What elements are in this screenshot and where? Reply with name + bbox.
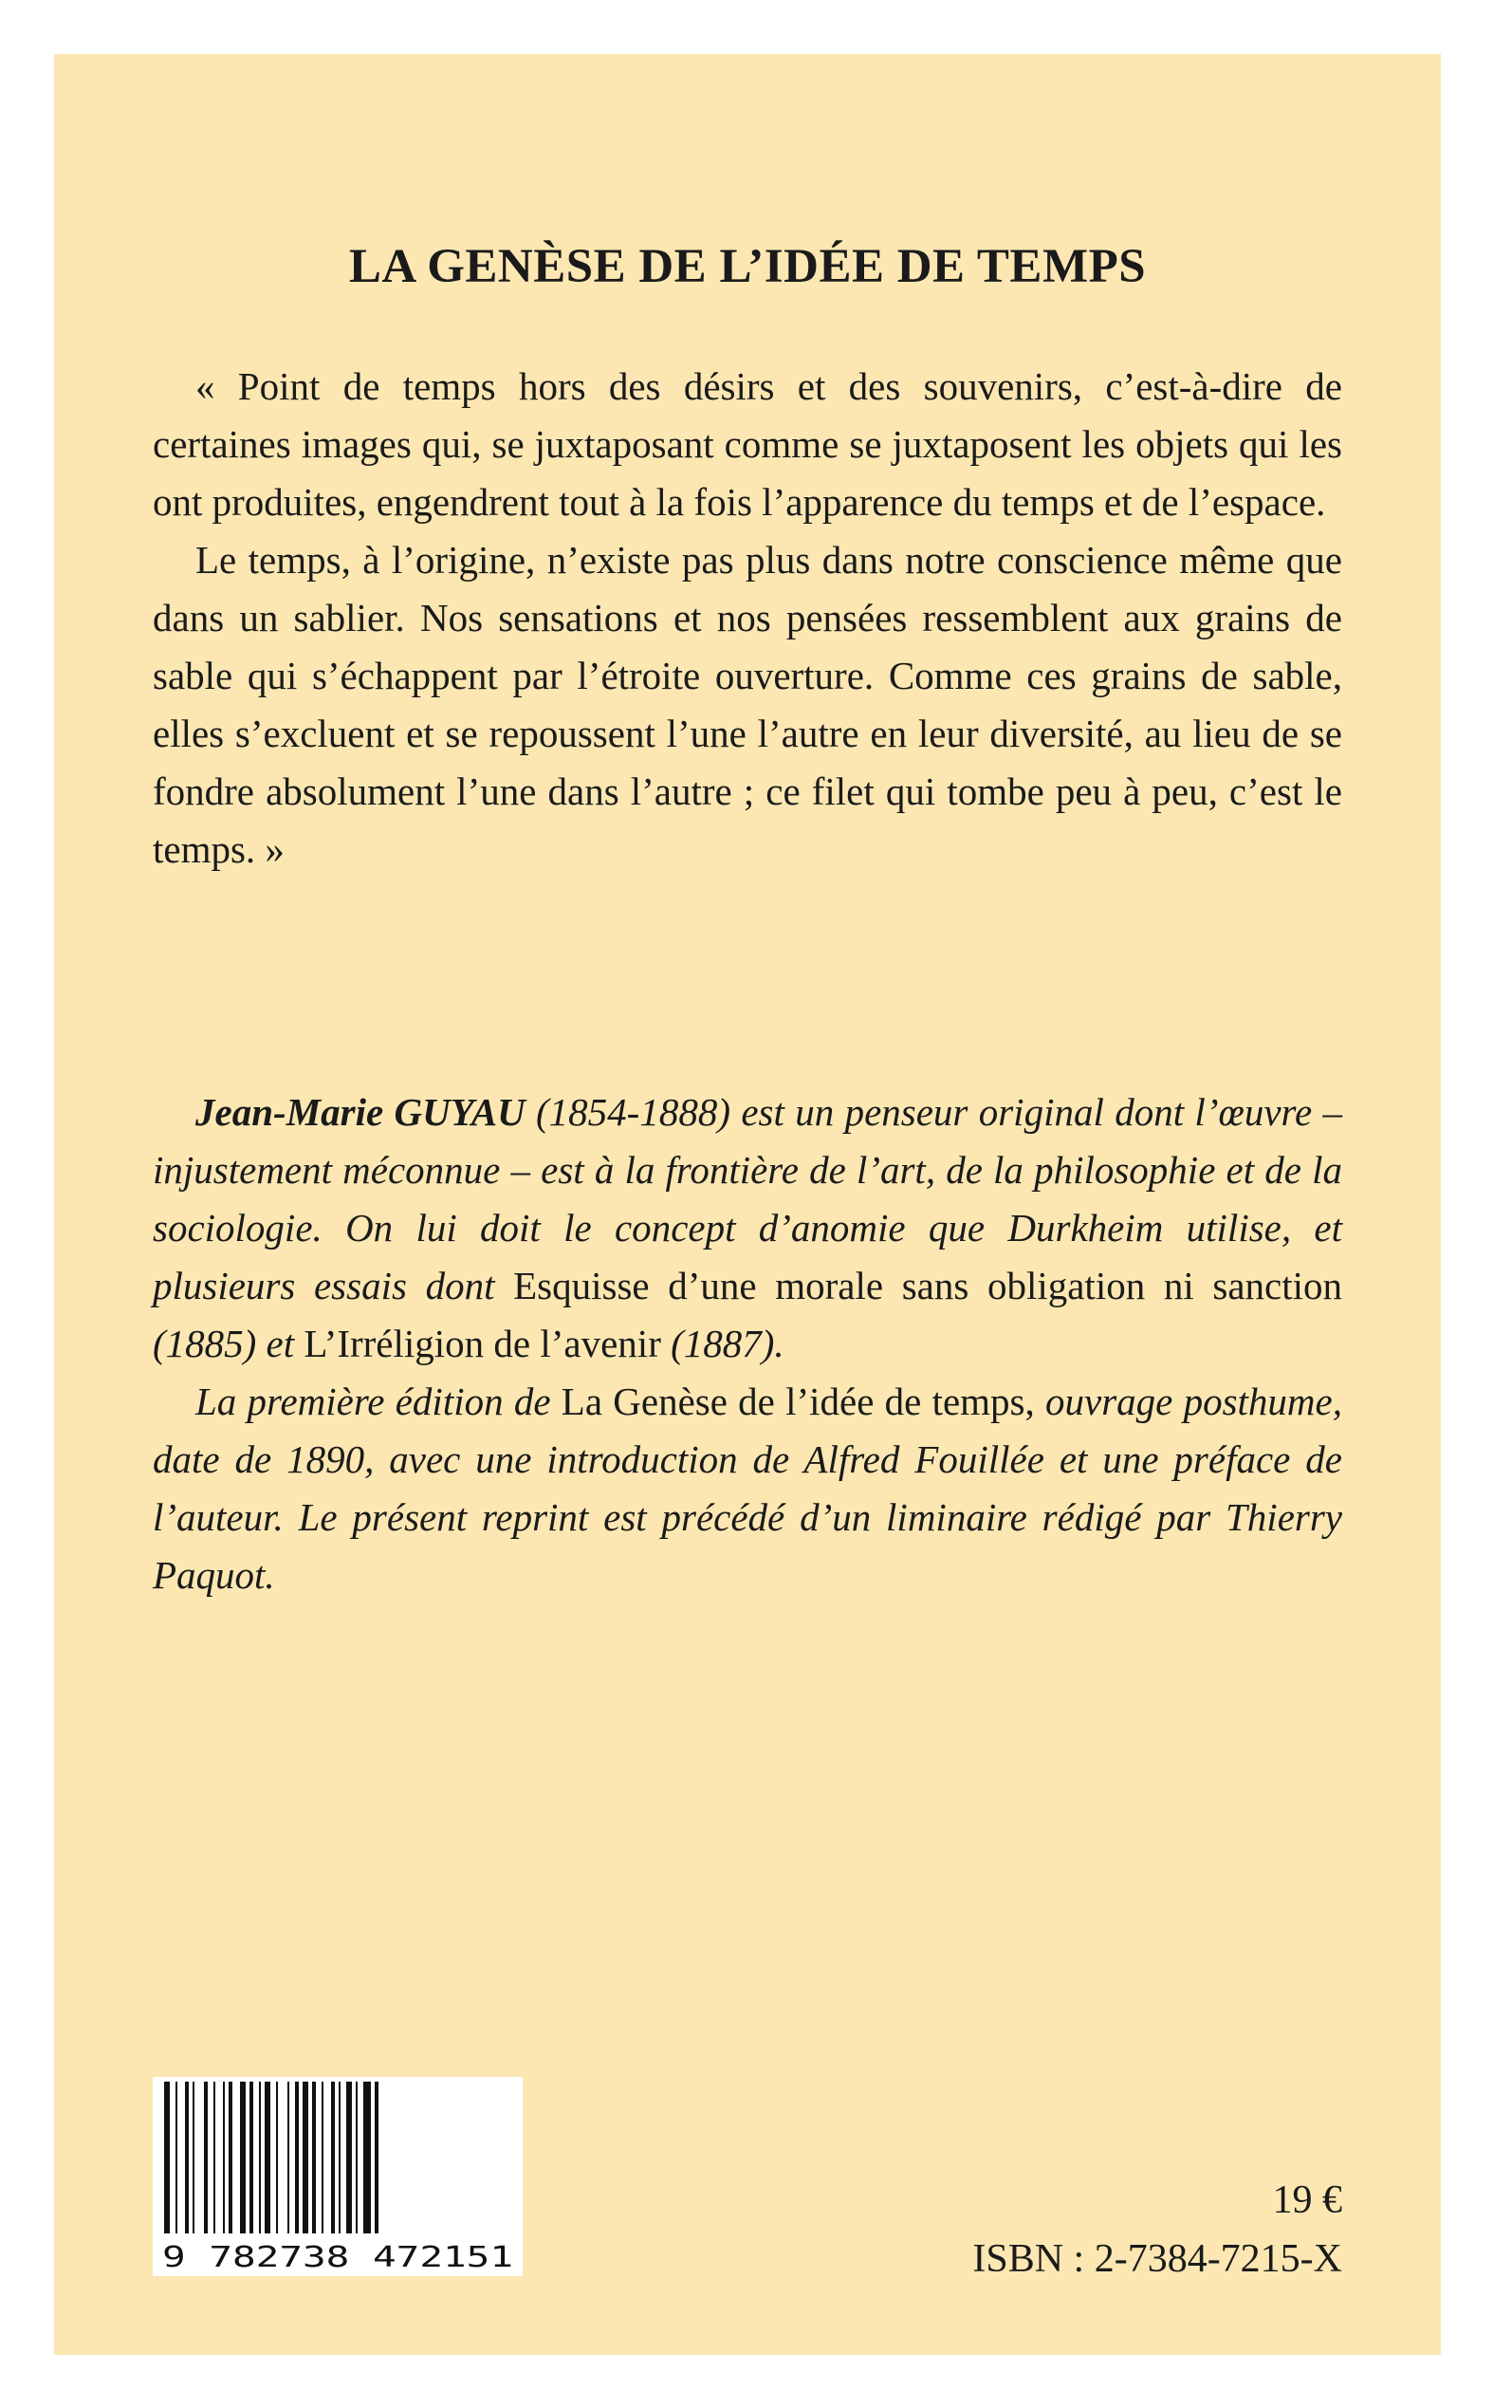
barcode-bar (346, 2082, 352, 2233)
barcode-bar (287, 2082, 289, 2233)
author-name: Jean-Marie GUYAU (195, 1090, 526, 1134)
barcode-bar (164, 2082, 170, 2233)
bio-text: La première édition de (195, 1380, 562, 1423)
barcode-bar (303, 2082, 308, 2233)
bio-text: (1885) et (153, 1322, 304, 1365)
barcode-bar (229, 2082, 232, 2233)
barcode-bar (265, 2082, 270, 2233)
barcode-bar (363, 2082, 371, 2233)
barcode-bar (295, 2082, 299, 2233)
barcode-bar (339, 2082, 341, 2233)
bio-text: ouvrage posthume, date de 1890, avec une introduction de Alfred Fouillée et une préface de l’auteur. Le présent reprint est précédé d’un liminaire rédigé par Thierry Paquot. (153, 1380, 1342, 1597)
barcode-bar (185, 2082, 189, 2233)
barcode (153, 2077, 523, 2276)
work-title: La Genèse de l’idée de temps, (561, 1380, 1035, 1423)
work-title: Esquisse d’une morale sans obligation ni sanction (513, 1264, 1342, 1307)
barcode-bar (240, 2082, 246, 2233)
back-cover (54, 54, 1441, 2355)
barcode-bar (356, 2082, 358, 2233)
barcode-bar (193, 2082, 194, 2233)
bio-paragraph-1 (153, 1084, 1342, 1373)
barcode-bar (322, 2082, 323, 2233)
barcode-bar (312, 2082, 316, 2233)
barcode-bar (249, 2082, 253, 2233)
barcode-bar (259, 2082, 261, 2233)
bio-text: (1887). (660, 1322, 784, 1365)
bio-paragraph-2 (153, 1373, 1342, 1604)
quote-paragraph-2: Le temps, à l’origine, n’existe pas plus dans notre conscience même que dans un sablier. Nos sensations et nos pensées ressemblent aux grains de sable qui s’échappent par l’étroite ouverture. Comme ces grains de sable, elles s’excluent et se repoussent l’une l’autre en leur diversité, au lieu de se fondre absolument l’une dans l’autre ; ce filet qui tombe peu à peu, c’est le temps. » (153, 538, 1342, 871)
barcode-bar (223, 2082, 225, 2233)
author-bio (153, 1084, 1342, 1604)
barcode-bar (175, 2082, 177, 2233)
barcode-bar (276, 2082, 278, 2233)
book-title: LA GENÈSE DE L’IDÉE DE TEMPS (348, 240, 1147, 293)
barcode-bar (213, 2082, 215, 2233)
barcode-bar (204, 2082, 208, 2233)
isbn: ISBN : 2-7384-7215-X (972, 2237, 1342, 2281)
bio-text: (1854-1888) est un penseur original dont l’œuvre – injustement méconnue – est à la frontière de l’art, de la philosophie et de la sociologie. On lui doit le concept d’anomie que Durkheim utilise, et plusieurs essais dont (153, 1090, 1343, 1307)
barcode-digits: 9 782738 472151 (162, 2241, 513, 2274)
work-title: L’Irréligion de l’avenir (304, 1322, 661, 1365)
barcode-bar (331, 2082, 335, 2233)
barcode-bar (375, 2082, 378, 2233)
quote-block (153, 358, 1342, 879)
quote-paragraph-1: « Point de temps hors des désirs et des souvenirs, c’est-à-dire de certaines images qui, se juxtaposant comme se juxtaposent les objets qui les ont produites, engendrent tout à la fois l’apparence du temps et de l’espace. (153, 364, 1342, 524)
price: 19 € (1272, 2178, 1342, 2222)
